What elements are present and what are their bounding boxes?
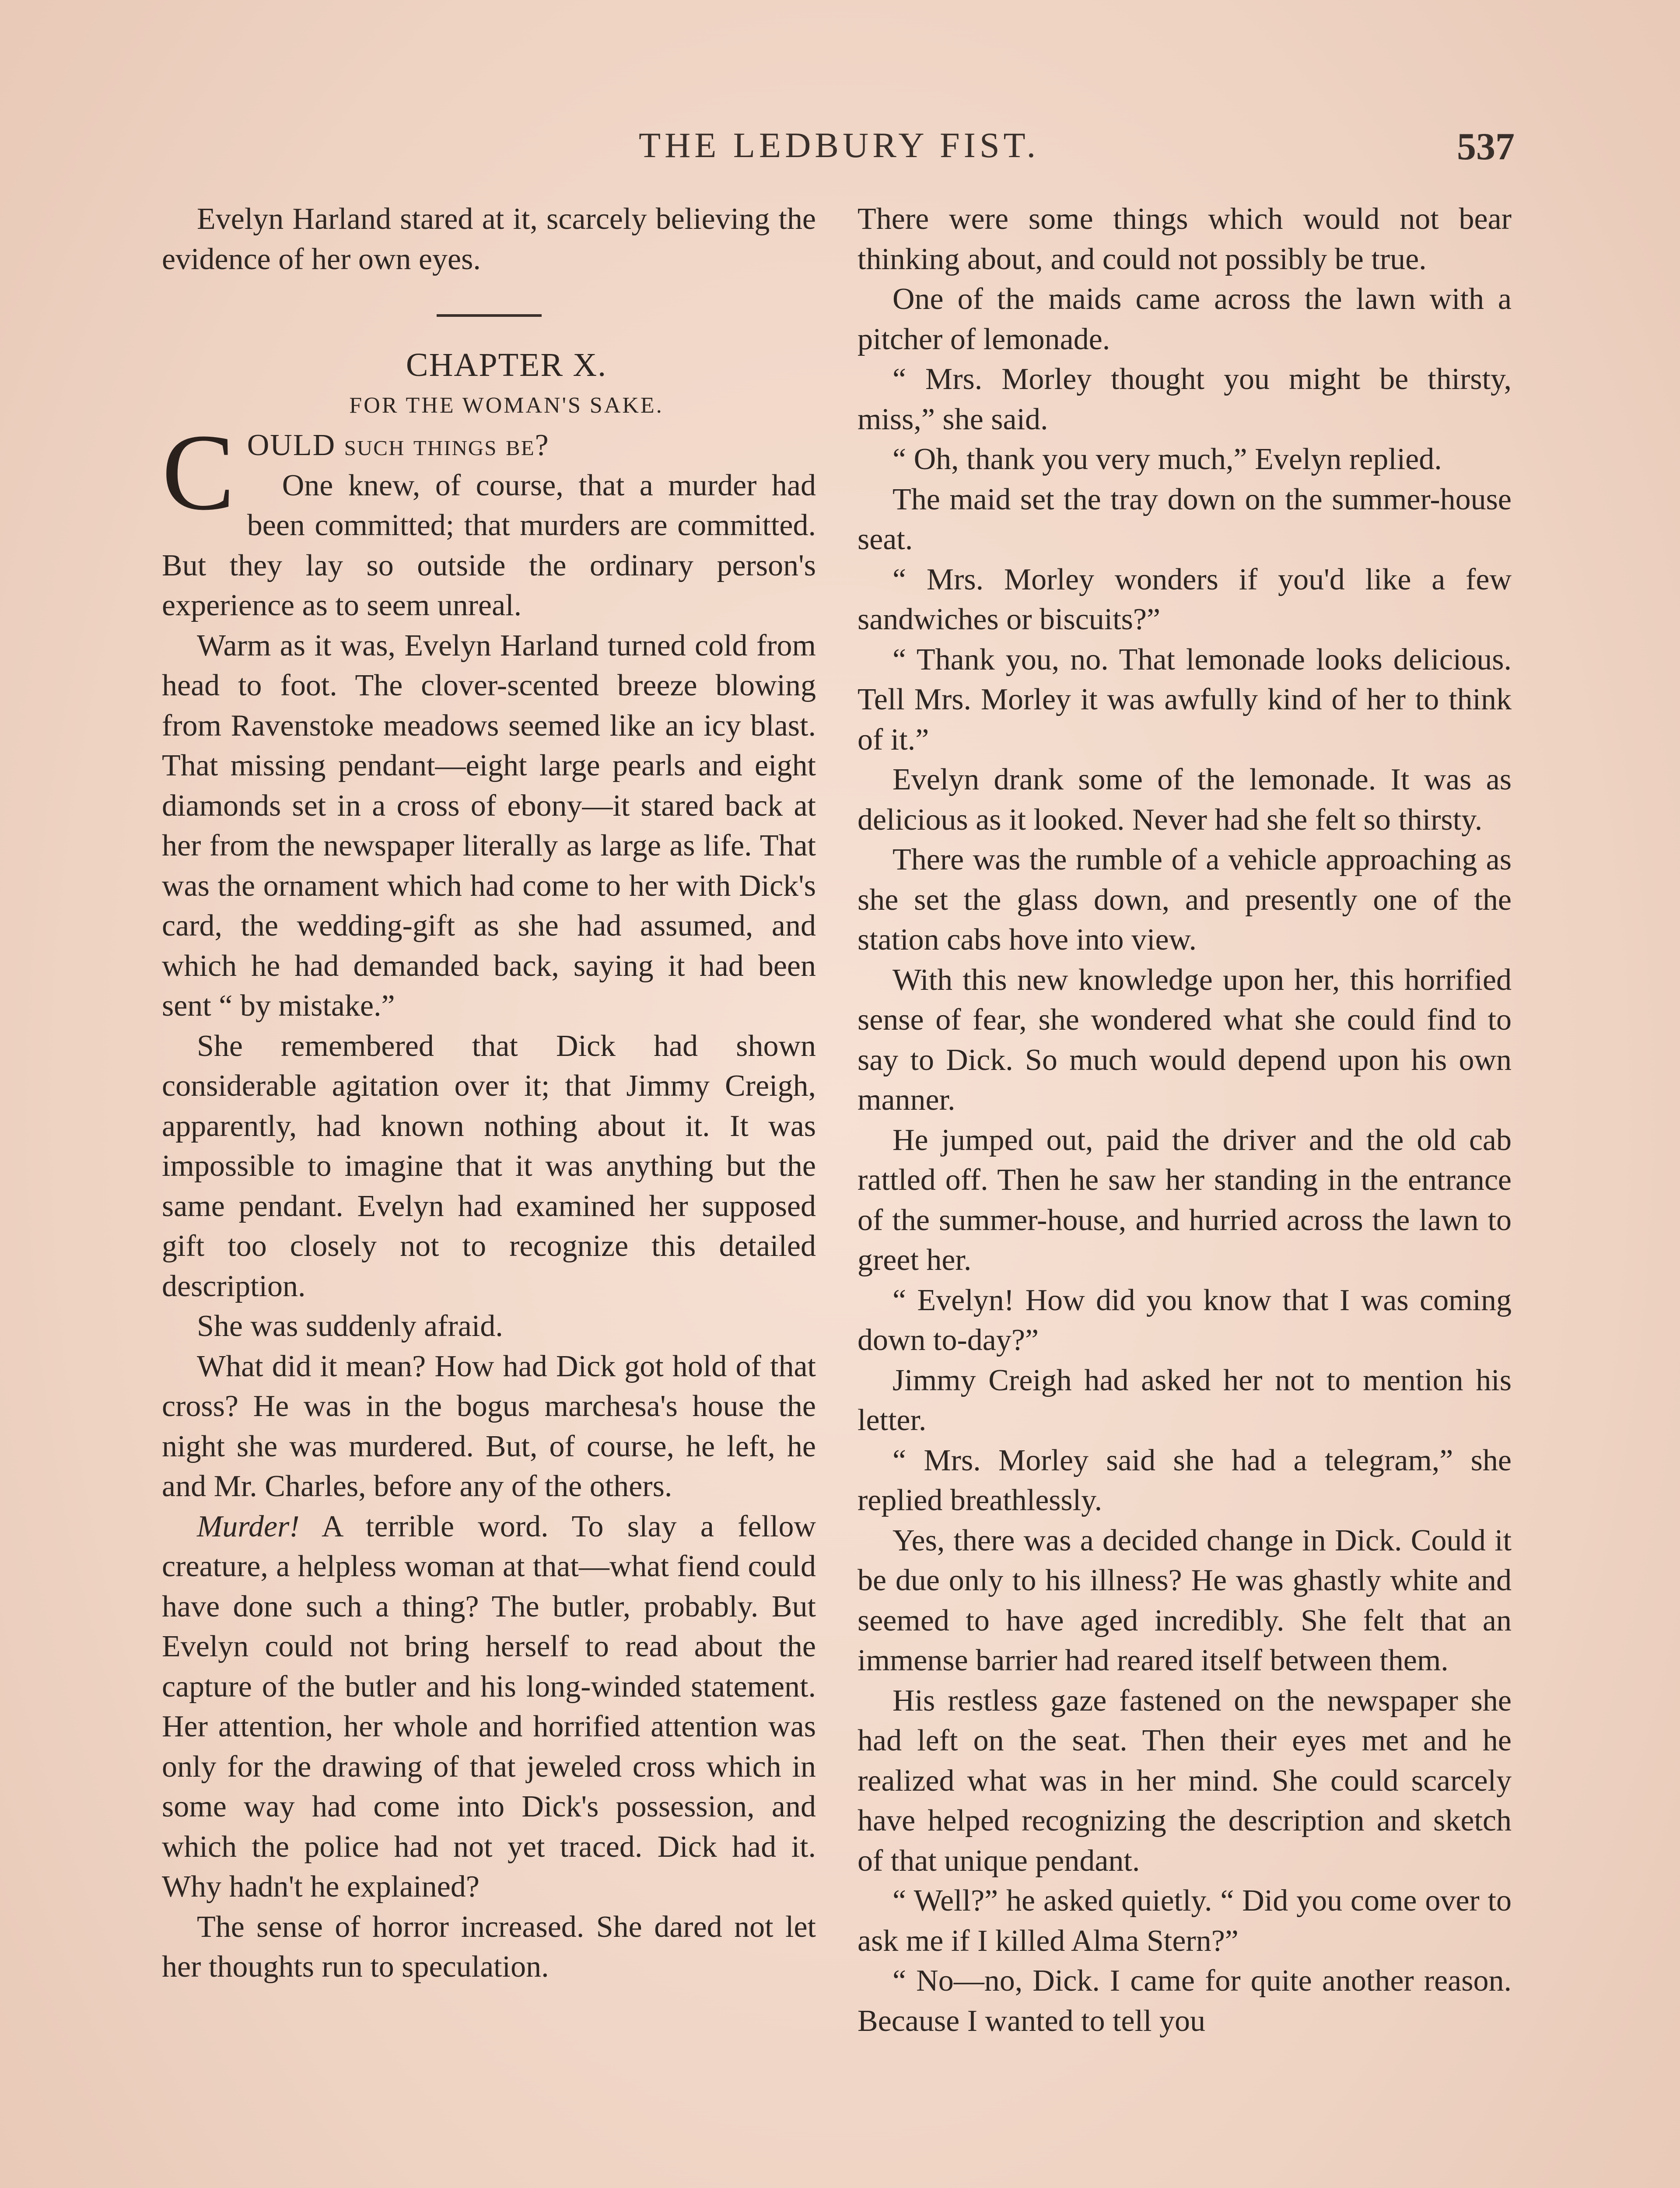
paragraph: She was suddenly afraid. (197, 1309, 503, 1343)
paragraph (162, 1507, 816, 1907)
paragraph: What did it mean? How had Dick got hold of that cross? He was in the bogus marchesa's house the night she was murdered. But, of course, he left, he and Mr. Charles, before any of the others. (162, 1349, 816, 1503)
chapter-subtitle: FOR THE WOMAN'S SAKE. (349, 393, 664, 418)
section-divider (437, 314, 542, 317)
paragraph: He jumped out, paid the driver and the old cab rattled off. Then he saw her standing in the entrance of the summer-house, and hurried across the lawn to greet her. (858, 1123, 1512, 1277)
paragraph: The sense of horror increased. She dared not let her thoughts run to speculation. (162, 1910, 816, 1984)
paragraph: The maid set the tray down on the summer-house seat. (858, 482, 1512, 556)
left-column (162, 199, 816, 1987)
paragraph: “ Mrs. Morley thought you might be thirsty, miss,” she said. (858, 362, 1512, 436)
paragraph: Warm as it was, Evelyn Harland turned cold from head to foot. The clover-scented breeze blowing from Ravenstoke meadows seemed like an icy blast. That missing pendant—eight large pearls and eight diamonds set in a cross of ebony—it stared back at her from the newspaper literally as large as life. That was the ornament which had come to her with Dick's card, the wedding-gift as she had assumed, and which he had demanded back, saying it had been sent “ by mistake.” (162, 628, 816, 1023)
paragraph: Evelyn Harland stared at it, scarcely believing the evidence of her own eyes. (162, 202, 816, 276)
running-title: THE LEDBURY FIST. (639, 125, 1040, 165)
paragraph: “ Mrs. Morley wonders if you'd like a few sandwiches or biscuits?” (858, 562, 1512, 636)
paragraph: “ Oh, thank you very much,” Evelyn replied. (892, 442, 1442, 476)
chapter-opening-paragraph (162, 412, 816, 533)
paragraph-text: A terrible word. To slay a fellow creature, a helpless woman at that—what fiend could have done such a thing? The butler, probably. But Evelyn could not bring herself to read about the capture of the butler and his long-winded statement. Her attention, her whole and horrified attention was only for the drawing of that jeweled cross which in some way had come into Dick's possession, and which the police had not yet traced. Dick had it. Why hadn't he explained? (162, 1509, 816, 1904)
opening-line: OULD such things be? (247, 428, 550, 462)
drop-cap: C (162, 412, 235, 533)
page-number: 537 (1457, 126, 1515, 168)
chapter-title: CHAPTER X. (406, 347, 607, 383)
paragraph: With this new knowledge upon her, this horrified sense of fear, she wondered what she could find to say to Dick. So much would depend upon his own manner. (858, 963, 1512, 1117)
paragraph: Yes, there was a decided change in Dick. Could it be due only to his illness? He was ghastly white and seemed to have aged incredibly. She felt that an immense barrier had reared itself between them. (858, 1523, 1512, 1677)
paragraph: “ Mrs. Morley said she had a telegram,” she replied breathlessly. (858, 1443, 1512, 1517)
paragraph: Jimmy Creigh had asked her not to mention his letter. (858, 1363, 1512, 1437)
right-column (858, 199, 1512, 2041)
paragraph: “ Well?” he asked quietly. “ Did you come over to ask me if I killed Alma Stern?” (858, 1884, 1512, 1958)
paragraph: “ Thank you, no. That lemonade looks delicious. Tell Mrs. Morley it was awfully kind of her to think of it.” (858, 642, 1512, 757)
paragraph: There was the rumble of a vehicle approaching as she set the glass down, and presently one of the station cabs hove into view. (858, 843, 1512, 957)
paragraph: “ No—no, Dick. I came for quite another reason. Because I wanted to tell you (858, 1964, 1512, 2038)
paragraph: She remembered that Dick had shown considerable agitation over it; that Jimmy Creigh, apparently, had known nothing about it. It was impossible to imagine that it was anything but the same pendant. Evelyn had examined her supposed gift too closely not to recognize this detailed description. (162, 1029, 816, 1303)
paragraph: One knew, of course, that a murder had been committed; that murders are committed. But they lay so outside the ordinary person's experience as to seem unreal. (162, 468, 816, 622)
paragraph: “ Evelyn! How did you know that I was coming down to-day?” (858, 1283, 1512, 1357)
paragraph: There were some things which would not bear thinking about, and could not possibly be true. (858, 202, 1512, 276)
paragraph: Evelyn drank some of the lemonade. It was as delicious as it looked. Never had she felt so thirsty. (858, 763, 1512, 837)
emphasis-text: Murder! (197, 1509, 300, 1543)
paragraph: His restless gaze fastened on the newspaper she had left on the seat. Then their eyes met and he realized what was in her mind. She could scarcely have helped recognizing the description and sketch of that unique pendant. (858, 1683, 1512, 1878)
paragraph: One of the maids came across the lawn with a pitcher of lemonade. (858, 282, 1512, 356)
